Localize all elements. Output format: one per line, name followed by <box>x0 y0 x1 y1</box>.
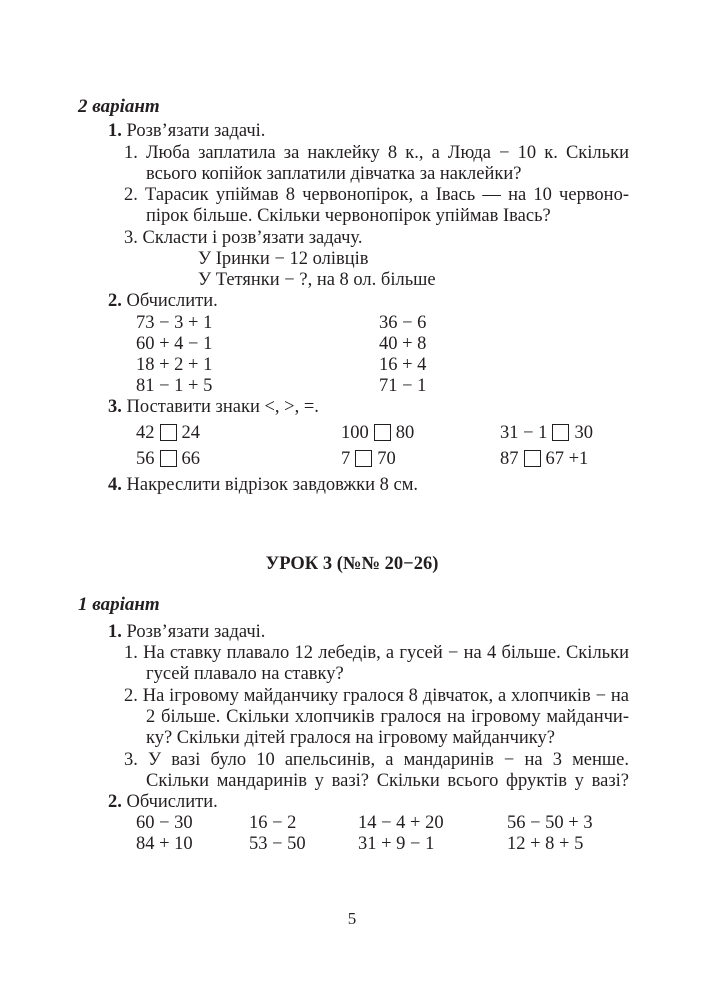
comparison-right: 70 <box>377 449 396 469</box>
comparison-item <box>136 448 200 470</box>
comparison-item <box>341 422 414 444</box>
problem-line: гусей плавало на ставку? <box>146 664 344 684</box>
variant-title: 1 варіант <box>78 594 160 615</box>
comparison-item <box>500 448 588 470</box>
task-heading <box>108 290 218 312</box>
answer-box[interactable] <box>524 450 541 467</box>
comparison-item <box>500 422 593 444</box>
comparison-right: 80 <box>395 423 415 443</box>
problem-line: 1. Люба заплатила за наклейку 8 к., а Люда − 10 к. Скільки <box>124 143 629 163</box>
lesson-heading: УРОК 3 (№№ 20−26) <box>265 554 439 574</box>
page-number: 5 <box>347 909 357 928</box>
task-number: 3. <box>108 397 122 417</box>
problem-line: У Тетянки − ?, на 8 ол. більше <box>198 270 436 290</box>
comparison-left: 100 <box>341 423 369 443</box>
problem-line: У Іринки − 12 олівців <box>198 249 369 269</box>
comparison-left: 31 − 1 <box>500 423 548 443</box>
task-text: Розв’язати задачі. <box>126 121 266 141</box>
answer-box[interactable] <box>552 424 569 441</box>
expression: 60 − 30 <box>136 813 193 833</box>
problem-line: Скільки мандаринів у вазі? Скільки всього фруктів у вазі? <box>146 771 629 791</box>
comparison-right: 30 <box>574 423 593 443</box>
task-number: 1. <box>108 121 122 141</box>
variant-title: 2 варіант <box>78 96 160 117</box>
task-heading <box>108 396 319 418</box>
task-text: Поставити знаки <, >, =. <box>126 397 319 417</box>
task-heading <box>108 120 265 142</box>
expression: 73 − 3 + 1 <box>136 313 213 333</box>
problem-line: ку? Скільки дітей гралося на ігровому майданчику? <box>146 728 555 748</box>
answer-box[interactable] <box>374 424 391 441</box>
task-text: Накреслити відрізок завдовжки 8 см. <box>126 475 419 495</box>
expression: 14 − 4 + 20 <box>358 813 444 833</box>
problem-line: 3. Скласти і розв’язати задачу. <box>124 228 363 248</box>
task-number: 4. <box>108 475 122 495</box>
task-number: 1. <box>108 622 122 642</box>
comparison-right: 24 <box>181 423 200 443</box>
task-heading <box>108 791 218 813</box>
expression: 36 − 6 <box>379 313 427 333</box>
expression: 18 + 2 + 1 <box>136 355 213 375</box>
problem-line: 1. На ставку плавало 12 лебедів, а гусей − на 4 більше. Скільки <box>124 643 629 663</box>
task-number: 2. <box>108 792 122 812</box>
answer-box[interactable] <box>160 450 177 467</box>
task-number: 2. <box>108 291 122 311</box>
problem-line: 2. Тарасик упіймав 8 червонопірок, а Івась — на 10 червоно- <box>124 185 629 205</box>
problem-line: пірок більше. Скільки червонопірок упіймав Івась? <box>146 206 551 226</box>
expression: 81 − 1 + 5 <box>136 376 213 396</box>
comparison-item <box>136 422 200 444</box>
expression: 60 + 4 − 1 <box>136 334 213 354</box>
expression: 40 + 8 <box>379 334 427 354</box>
task-heading <box>108 474 418 496</box>
answer-box[interactable] <box>355 450 372 467</box>
comparison-left: 56 <box>136 449 155 469</box>
expression: 16 − 2 <box>249 813 297 833</box>
comparison-left: 87 <box>500 449 519 469</box>
problem-line: 3. У вазі було 10 апельсинів, а мандаринів − на 3 менше. <box>124 750 629 770</box>
problem-line: 2 більше. Скільки хлопчиків гралося на ігровому майданчи- <box>146 707 629 727</box>
expression: 56 − 50 + 3 <box>507 813 593 833</box>
problem-line: 2. На ігровому майданчику гралося 8 дівчаток, а хлопчиків − на <box>124 686 629 706</box>
expression: 84 + 10 <box>136 834 193 854</box>
expression: 16 + 4 <box>379 355 427 375</box>
expression: 53 − 50 <box>249 834 306 854</box>
comparison-left: 42 <box>136 423 155 443</box>
expression: 12 + 8 + 5 <box>507 834 584 854</box>
answer-box[interactable] <box>160 424 177 441</box>
problem-line: всього копійок заплатили дівчатка за наклейки? <box>146 164 522 184</box>
task-text: Обчислити. <box>126 291 218 311</box>
task-heading <box>108 621 265 643</box>
comparison-item <box>341 448 396 470</box>
task-text: Розв’язати задачі. <box>126 622 266 642</box>
expression: 71 − 1 <box>379 376 427 396</box>
expression: 31 + 9 − 1 <box>358 834 435 854</box>
comparison-right: 66 <box>181 449 200 469</box>
task-text: Обчислити. <box>126 792 218 812</box>
comparison-left: 7 <box>341 449 351 469</box>
comparison-right: 67 +1 <box>545 449 589 469</box>
